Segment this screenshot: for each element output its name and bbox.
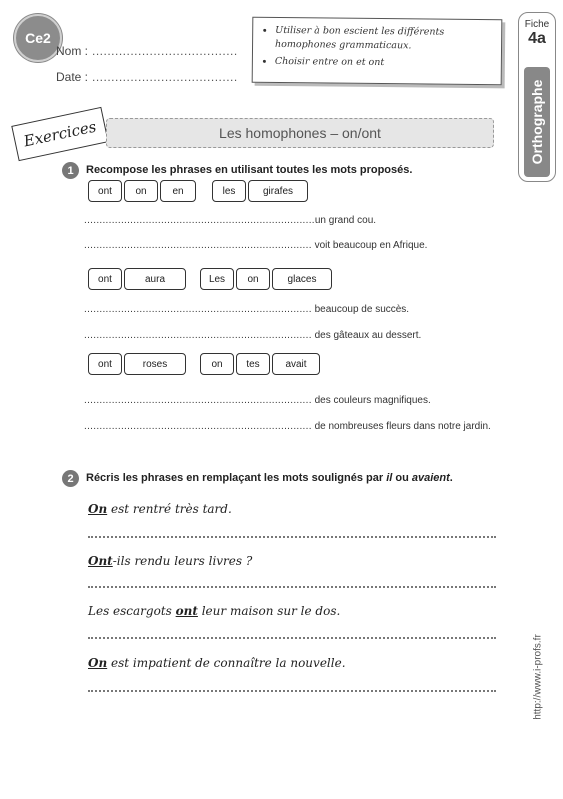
- exercise-number-badge: 1: [62, 162, 79, 179]
- site-url-text: http://www.i-profs.fr: [532, 634, 544, 720]
- fiche-label: Fiche: [524, 19, 550, 30]
- fill-line[interactable]: .......................................................................... de nombreuses fleurs dans notre jardin.: [84, 421, 491, 432]
- word-tile: on: [200, 353, 234, 375]
- fiche-header: [519, 13, 555, 63]
- subject-band: [524, 67, 550, 177]
- word-tile: girafes: [248, 180, 308, 202]
- exercise2-instruction: Récris les phrases en remplaçant les mots soulignés par il ou avaient.: [86, 472, 453, 484]
- subject-label: Orthographe: [529, 79, 545, 165]
- title-text: Les homophones – on/ont: [219, 125, 381, 141]
- word-tile: avait: [272, 353, 320, 375]
- answer-line[interactable]: [88, 637, 496, 639]
- word-tile: glaces: [272, 268, 332, 290]
- name-field[interactable]: ......................................: [92, 44, 238, 58]
- exercises-stamp: Exercices: [11, 107, 108, 161]
- answer-line[interactable]: [88, 536, 496, 538]
- fiche-number: 4a: [528, 30, 546, 47]
- fill-line[interactable]: ...........................................................................un grand cou.: [84, 215, 377, 226]
- level-text: Ce2: [25, 30, 51, 46]
- word-tile: ont: [88, 180, 122, 202]
- fill-line[interactable]: .......................................................................... des couleurs magnifiques.: [84, 395, 431, 406]
- date-label: Date :: [56, 70, 89, 84]
- exercise1-instruction: Recompose les phrases en utilisant toutes les mots proposés.: [86, 164, 413, 176]
- answer-line[interactable]: [88, 690, 496, 692]
- sentence-to-rewrite: Ont-ils rendu leurs livres ?: [88, 554, 253, 568]
- fiche-tab: [518, 12, 556, 182]
- word-tile: roses: [124, 353, 186, 375]
- sentence-to-rewrite: Les escargots ont leur maison sur le dos.: [88, 604, 341, 618]
- level-badge: [14, 14, 62, 62]
- page-title: [106, 118, 494, 148]
- objective-item: • Choisir entre on et ont: [275, 55, 493, 71]
- exercise-number-badge: 2: [62, 470, 79, 487]
- word-tile: Les: [200, 268, 234, 290]
- fill-line[interactable]: .......................................................................... voit beaucoup en Afrique.: [84, 240, 428, 251]
- word-tile: on: [124, 180, 158, 202]
- word-tile: aura: [124, 268, 186, 290]
- word-tile: on: [236, 268, 270, 290]
- word-tile: ont: [88, 268, 122, 290]
- word-tile: ont: [88, 353, 122, 375]
- word-tile: en: [160, 180, 196, 202]
- objectives-note: [252, 17, 503, 86]
- date-field[interactable]: ......................................: [92, 70, 238, 84]
- sentence-to-rewrite: On est rentré très tard.: [88, 502, 232, 516]
- answer-line[interactable]: [88, 586, 496, 588]
- site-url: [528, 612, 548, 742]
- name-label: Nom :: [56, 44, 89, 58]
- objective-item: • Utiliser à bon escient les différents homophones grammaticaux.: [275, 24, 493, 54]
- fill-line[interactable]: .......................................................................... beaucoup de succès.: [84, 304, 410, 315]
- fill-line[interactable]: .......................................................................... des gâteaux au dessert.: [84, 330, 422, 341]
- word-tile: tes: [236, 353, 270, 375]
- sentence-to-rewrite: On est impatient de connaître la nouvelle.: [88, 656, 346, 670]
- word-tile: les: [212, 180, 246, 202]
